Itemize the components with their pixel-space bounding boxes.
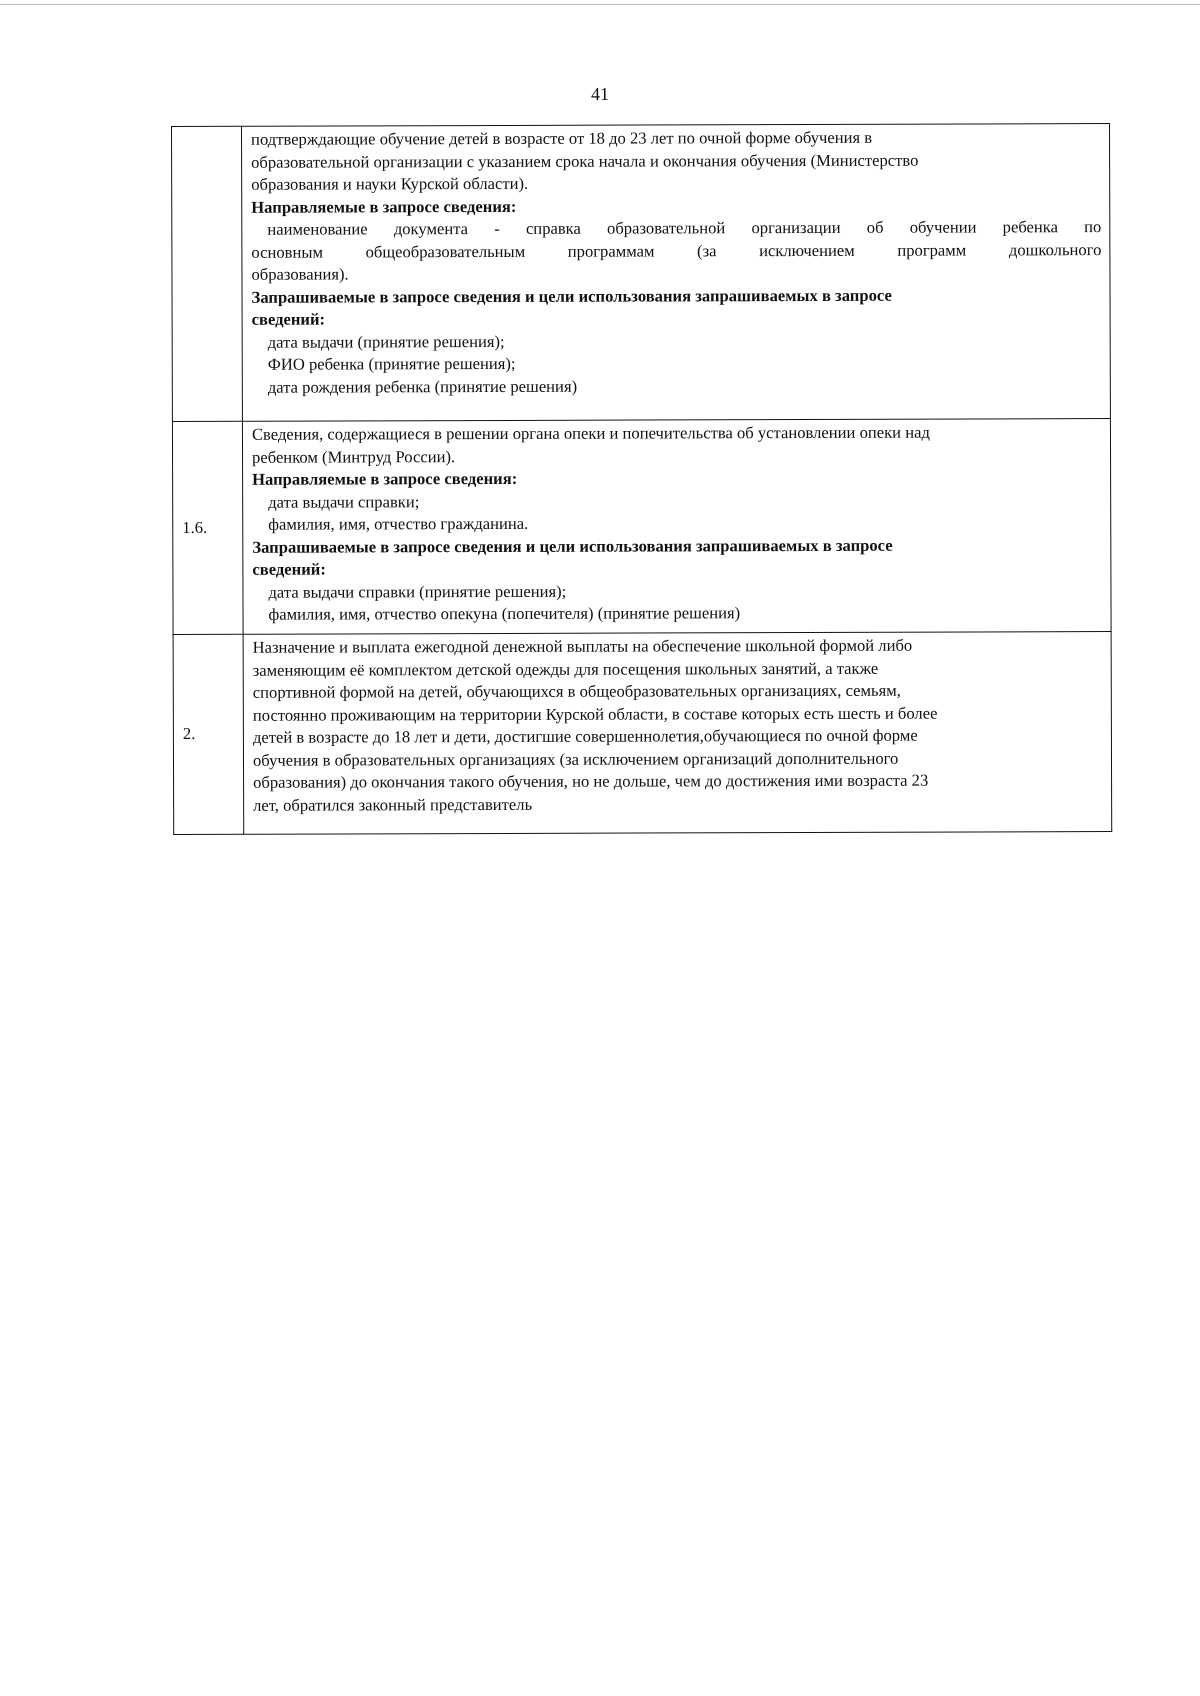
list-item: фамилия, имя, отчество опекуна (попечителя) (принятие решения) [268,603,741,624]
row-number-cell: 2. [173,634,244,834]
section-heading: Запрашиваемые в запросе сведения и цели использования запрашиваемых в запросе [251,285,892,307]
list-item: ФИО ребенка (принятие решения); [267,353,516,374]
list-item: дата выдачи справки (принятие решения); [268,581,567,602]
text-line: основным общеобразовательным программам (за исключением программ дошкольного [251,239,1102,262]
row-number-cell [172,126,243,421]
text-line: образовательной организации с указанием срока начала и окончания обучения (Министерство [251,150,919,172]
text-line: детей в возрасте до 18 лет и дети, достигшие совершеннолетия,обучающиеся по очной форме [252,725,918,747]
section-heading: сведений: [251,309,326,329]
table-row [173,632,1112,835]
text-line: лет, обратился законный представитель [253,794,533,815]
text-line: образования) до окончания такого обучения, но не дольше, чем до достижения ими возраста 23 [253,770,929,792]
text-line: образования). [251,264,349,284]
text-line: Назначение и выплата ежегодной денежной выплаты на обеспечение школьной формой либо [252,635,913,657]
table-row [172,124,1111,422]
list-item: дата выдачи справки; [268,491,420,512]
section-heading: Направляемые в запросе сведения: [252,468,518,489]
text-line: наименование документа - справка образовательной организации об обучении ребенка по [267,217,1102,239]
section-heading: сведений: [252,559,326,579]
text-line: подтверждающие обучение детей в возрасте от 18 до 23 лет по очной форме обучения в [251,127,873,149]
list-item: дата выдачи (принятие решения); [267,331,505,352]
row-content-cell [243,632,1112,835]
page-number: 41 [591,84,609,104]
scan-edge-line [0,4,1200,5]
list-item: дата рождения ребенка (принятие решения) [267,376,578,397]
table-row [172,419,1111,635]
text-line: постоянно проживающим на территории Курской области, в составе которых есть шесть и более [252,703,938,725]
section-heading: Запрашиваемые в запросе сведения и цели использования запрашиваемых в запросе [252,535,893,557]
text-line: спортивной формой на детей, обучающихся в общеобразовательных организациях, семьям, [252,680,901,702]
services-table [171,123,1112,835]
row-content-cell [242,124,1111,422]
text-line: ребенком (Минтруд России). [252,446,456,467]
text-line: обучения в образовательных организациях (за исключением организаций дополнительного [252,748,899,770]
text-line: образования и науки Курской области). [251,173,529,194]
text-line: Сведения, содержащиеся в решении органа опеки и попечительства об установлении опеки над [251,422,930,444]
row-content-cell [242,419,1111,635]
text-line: заменяющим её комплектом детской одежды для посещения школьных занятий, а также [252,658,879,680]
list-item: фамилия, имя, отчество гражданина. [268,513,529,534]
section-heading: Направляемые в запросе сведения: [251,196,517,217]
row-number-cell: 1.6. [172,421,243,634]
